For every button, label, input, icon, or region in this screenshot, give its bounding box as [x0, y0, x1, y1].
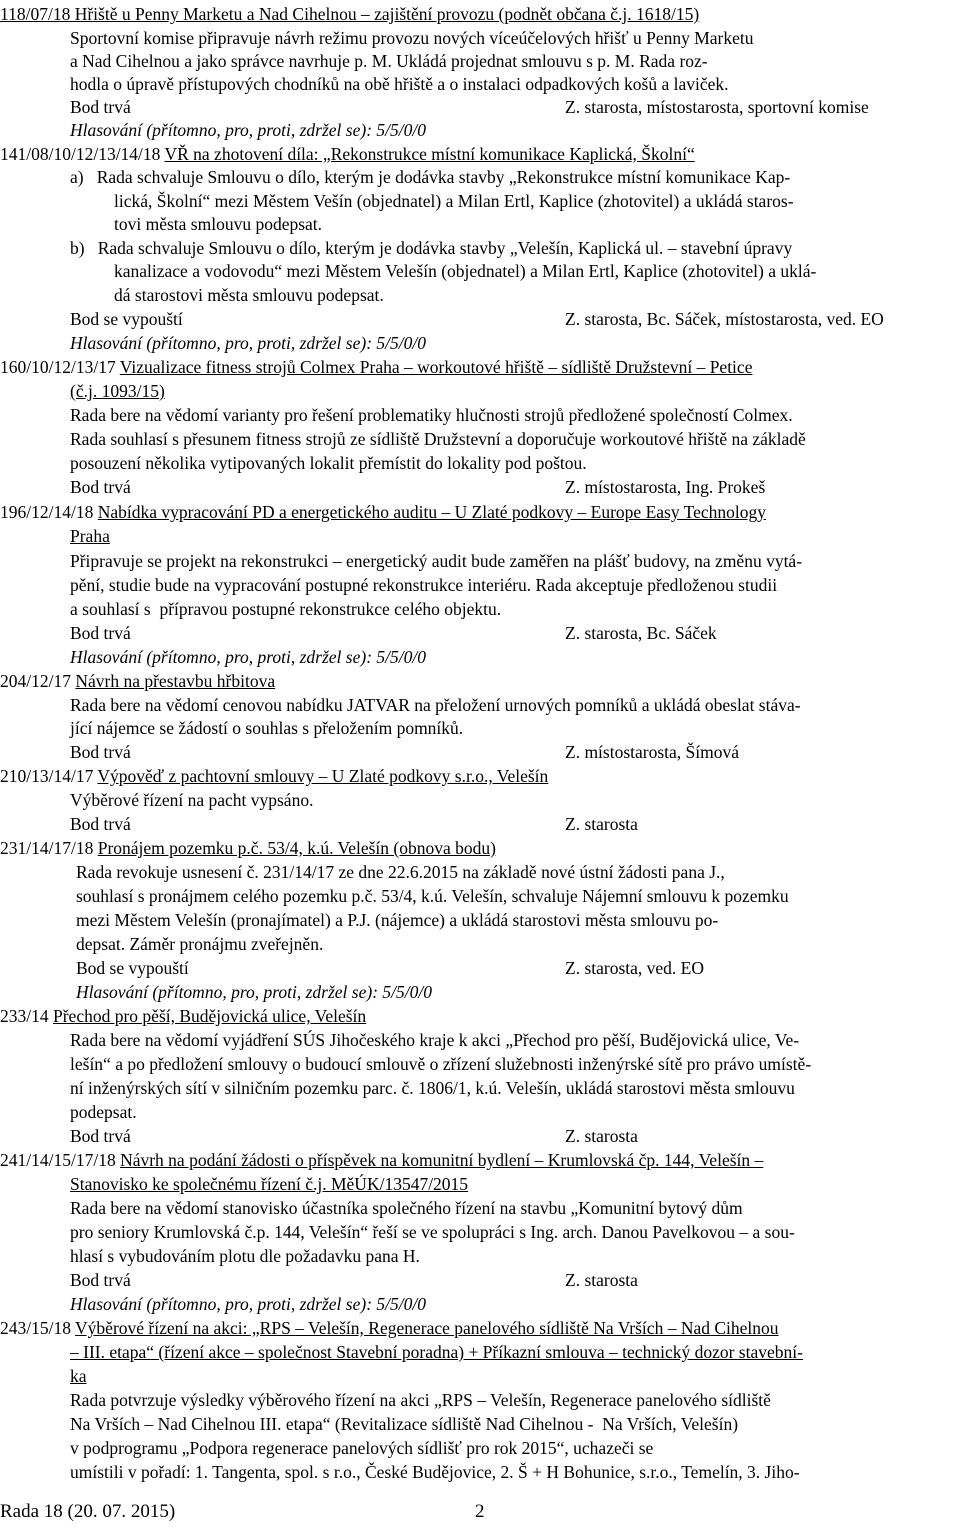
item-243-subject: Výběrové řízení na akci: „RPS – Velešín, Regenerace panelového sídliště Na Vrších – Nad Cihelnou — [75, 1318, 779, 1338]
responsible-label: Z. místostarosta, Ing. Prokeš — [565, 477, 766, 497]
item-231-title — [0, 836, 496, 860]
item-241-number: 241/14/15/17/18 — [0, 1150, 121, 1170]
responsible-label: Z. starosta, Bc. Sáček — [565, 623, 717, 643]
status-label: Bod trvá — [70, 477, 131, 497]
text-line: lická, Školní“ mezi Městem Vešín (objednatel) a Milan Ertl, Kaplice (zhotovitel) a ukládá staros- — [114, 191, 794, 211]
item-241-title — [0, 1148, 763, 1172]
text-line: Rada bere na vědomí stanovisko účastníka společného řízení na stavbu „Komunitní bytový dům — [70, 1198, 743, 1218]
status-label: Bod trvá — [70, 1126, 131, 1146]
responsible-label: Z. starosta — [565, 814, 638, 834]
item-241-subject: Návrh na podání žádosti o příspěvek na komunitní bydlení – Krumlovská čp. 144, Velešín – — [120, 1150, 764, 1170]
text-line: pro seniory Krumlovská č.p. 144, Velešín“ řeší se ve spolupráci s Ing. arch. Danou Pavelkovou – a sou- — [70, 1222, 795, 1242]
responsible-label: Z. starosta — [565, 1270, 638, 1290]
vote-line: Hlasování (přítomno, pro, proti, zdržel se): 5/5/0/0 — [76, 982, 432, 1002]
item-231-subject: Pronájem pozemku p.č. 53/4, k.ú. Velešín (obnova bodu) — [97, 838, 496, 858]
text-line: a) Rada schvaluje Smlouvu o dílo, kterým je dodávka stavby „Rekonstrukce místní komunikace Kap- — [70, 167, 791, 187]
item-243-number: 243/15/18 — [0, 1318, 76, 1338]
text-line: a Nad Cihelnou a jako správce navrhuje p. M. Ukládá projednat smlouvu s p. M. Rada roz- — [70, 51, 708, 71]
item-210-number: 210/13/14/17 — [0, 766, 98, 786]
text-line: ka — [70, 1366, 87, 1386]
footer-meeting: Rada 18 (20. 07. 2015) — [0, 1501, 176, 1522]
item-141-title — [0, 142, 695, 166]
text-line: (č.j. 1093/15) — [70, 381, 165, 401]
vote-line: Hlasování (přítomno, pro, proti, zdržel se): 5/5/0/0 — [70, 647, 426, 667]
text-line: ní inženýrských sítí v silničním pozemku parc. č. 1806/1, k.ú. Velešín, ukládá starostovi města smlouvu — [70, 1078, 795, 1098]
status-label: Bod trvá — [70, 742, 131, 762]
responsible-label: Z. starosta — [565, 1126, 638, 1146]
text-line: Praha — [70, 526, 110, 546]
text-line: depsat. Záměr pronájmu zveřejněn. — [76, 934, 324, 954]
text-line: Sportovní komise připravuje návrh režimu provozu nových víceúčelových hřišť u Penny Marketu — [70, 28, 754, 48]
item-233-subject: Přechod pro pěší, Budějovická ulice, Velešín — [53, 1006, 367, 1026]
item-233-title — [0, 1004, 366, 1028]
text-line: lešín“ a po předložení smlouvy o budoucí smlouvě o zřízení služebnosti inženýrské sítě pro právo umístě- — [70, 1054, 812, 1074]
text-line: hlasí s vybudováním plotu dle požadavku pana H. — [70, 1246, 420, 1266]
text-line: hodla o úpravě přístupových chodníků na obě hřiště a o instalaci odpadkových košů a laviček. — [70, 74, 729, 94]
text-line: umístili v pořadí: 1. Tangenta, spol. s r.o., České Budějovice, 2. Š + H Bohunice, s.r.o., Temelín, 3. Jiho- — [70, 1462, 800, 1482]
text-line: Rada bere na vědomí cenovou nabídku JATVAR na přeložení urnových pomníků a ukládá obeslat stáva- — [70, 695, 801, 715]
text-line: souhlasí s pronájmem celého pozemku p.č. 53/4, k.ú. Velešín, schvaluje Nájemní smlouvu k pozemku — [76, 886, 789, 906]
item-231-number: 231/14/17/18 — [0, 838, 98, 858]
item-141-number: 141/08/10/12/13/14/18 — [0, 144, 165, 164]
text-line: mezi Městem Velešín (pronajímatel) a P.J. (nájemce) a ukládá starostovi města smlouvu po- — [76, 910, 719, 930]
responsible-label: Z. starosta, místostarosta, sportovní komise — [565, 97, 869, 117]
item-196-number: 196/12/14/18 — [0, 502, 98, 522]
item-118-title-text: 118/07/18 Hřiště u Penny Marketu a Nad Cihelnou – zajištění provozu (podnět občana č.j. 1618/15) — [0, 4, 700, 24]
status-label: Bod se vypouští — [76, 958, 189, 978]
vote-line: Hlasování (přítomno, pro, proti, zdržel se): 5/5/0/0 — [70, 120, 426, 140]
text-line: kanalizace a vodovodu“ mezi Městem Velešín (objednatel) a Milan Ertl, Kaplice (zhotovitel) a uklá- — [114, 261, 817, 281]
item-204-subject: Návrh na přestavbu hřbitova — [75, 671, 276, 691]
item-196-title — [0, 500, 766, 524]
text-line: tovi města smlouvu podepsat. — [114, 214, 323, 234]
text-line: Stanovisko ke společnému řízení č.j. MěÚK/13547/2015 — [70, 1174, 469, 1194]
item-141-subject: VŘ na zhotovení díla: „Rekonstrukce místní komunikace Kaplická, Školní“ — [164, 144, 695, 164]
text-line: dá starostovi města smlouvu podepsat. — [114, 285, 384, 305]
text-line: Rada potvrzuje výsledky výběrového řízení na akci „RPS – Velešín, Regenerace panelového sídliště — [70, 1390, 771, 1410]
text-line: Výběrové řízení na pacht vypsáno. — [70, 790, 314, 810]
text-line: posouzení několika vytipovaných lokalit přemístit do lokality pod poštou. — [70, 453, 587, 473]
status-label: Bod se vypouští — [70, 309, 183, 329]
item-243-title — [0, 1316, 779, 1340]
footer-page-number: 2 — [475, 1501, 485, 1522]
item-160-number: 160/10/12/13/17 — [0, 357, 120, 377]
item-210-title — [0, 764, 548, 788]
text-line: – III. etapa“ (řízení akce – společnost Stavební poradna) + Příkazní smlouva – technický dozor stavební- — [70, 1342, 803, 1362]
text-line: Rada bere na vědomí vyjádření SÚS Jihočeského kraje k akci „Přechod pro pěší, Budějovická ulice, Ve- — [70, 1030, 800, 1050]
status-label: Bod trvá — [70, 97, 131, 117]
text-line: Rada souhlasí s přesunem fitness strojů ze sídliště Družstevní a doporučuje workoutové hřiště na základě — [70, 429, 806, 449]
status-label: Bod trvá — [70, 623, 131, 643]
text-line: v podprogramu „Podpora regenerace panelových sídlišť pro rok 2015“, uchazeči se — [70, 1438, 654, 1458]
text-line: pění, studie bude na vypracování postupné rekonstrukce interiéru. Rada akceptuje předloženou studii — [70, 575, 778, 595]
text-line: a souhlasí s přípravou postupné rekonstrukce celého objektu. — [70, 599, 502, 619]
item-196-subject: Nabídka vypracování PD a energetického auditu – U Zlaté podkovy – Europe Easy Technology — [97, 502, 767, 522]
text-line: Na Vrších – Nad Cihelnou III. etapa“ (Revitalizace sídliště Nad Cihelnou - Na Vrších, Velešín) — [70, 1414, 739, 1434]
item-204-title — [0, 669, 275, 693]
responsible-label: Z. starosta, Bc. Sáček, místostarosta, ved. EO — [565, 309, 884, 329]
status-label: Bod trvá — [70, 814, 131, 834]
item-210-subject: Výpověď z pachtovní smlouvy – U Zlaté podkovy s.r.o., Velešín — [97, 766, 549, 786]
responsible-label: Z. starosta, ved. EO — [565, 958, 704, 978]
item-118-title — [0, 2, 699, 26]
text-line: Rada revokuje usnesení č. 231/14/17 ze dne 22.6.2015 na základě nové ústní žádosti pana J., — [76, 862, 725, 882]
status-label: Bod trvá — [70, 1270, 131, 1290]
text-line: b) Rada schvaluje Smlouvu o dílo, kterým je dodávka stavby „Velešín, Kaplická ul. – stavební úpravy — [70, 238, 793, 258]
text-line: Připravuje se projekt na rekonstrukci – energetický audit bude zaměřen na plášť budovy, na změnu vytá- — [70, 551, 803, 571]
item-160-subject: Vizualizace fitness strojů Colmex Praha – workoutové hřiště – sídliště Družstevní – Petice — [119, 357, 753, 377]
vote-line: Hlasování (přítomno, pro, proti, zdržel se): 5/5/0/0 — [70, 333, 426, 353]
text-line: Rada bere na vědomí varianty pro řešení problematiky hlučnosti strojů předložené společností Colmex. — [70, 405, 793, 425]
item-204-number: 204/12/17 — [0, 671, 76, 691]
vote-line: Hlasování (přítomno, pro, proti, zdržel se): 5/5/0/0 — [70, 1294, 426, 1314]
text-line: podepsat. — [70, 1102, 137, 1122]
item-233-number: 233/14 — [0, 1006, 53, 1026]
item-160-title — [0, 355, 752, 379]
text-line: jící nájemce se žádostí o souhlas s přeložením pomníků. — [70, 718, 464, 738]
responsible-label: Z. místostarosta, Šímová — [565, 742, 740, 762]
